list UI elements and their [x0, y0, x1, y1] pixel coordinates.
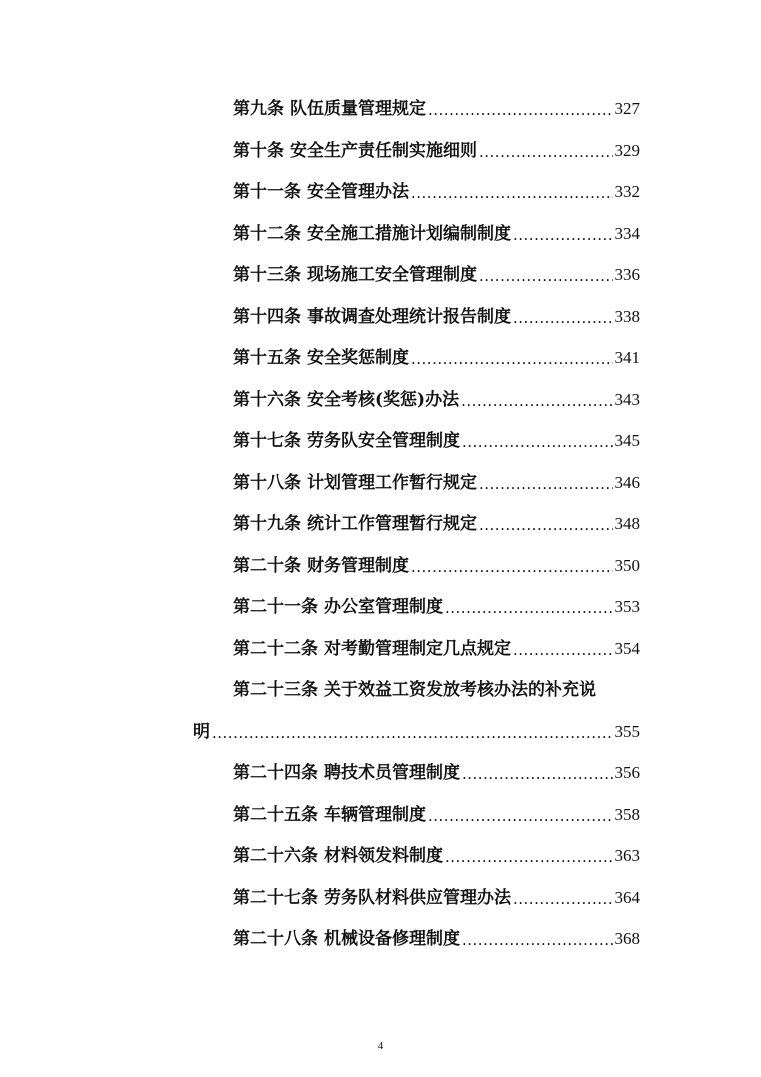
toc-entry-page: 358 — [614, 805, 640, 824]
dot-leader — [411, 345, 613, 371]
toc-entry-page: 364 — [614, 888, 640, 907]
toc-entry-page: 345 — [614, 431, 640, 450]
dot-leader — [513, 885, 613, 911]
toc-entry[interactable] — [233, 843, 640, 869]
toc-entry[interactable] — [233, 345, 640, 371]
toc-entry-page: 332 — [614, 182, 640, 201]
toc-entry-page: 346 — [614, 473, 640, 492]
toc-entry-number: 第十一条 — [233, 182, 301, 202]
toc-entry[interactable] — [233, 553, 640, 579]
dot-leader — [411, 179, 613, 205]
toc-entry[interactable] — [233, 96, 640, 122]
toc-entry-title: 统计工作管理暂行规定 — [307, 514, 477, 534]
toc-entry-number: 第二十八条 — [233, 929, 318, 949]
toc-entry-number: 第十二条 — [233, 224, 301, 244]
dot-leader — [462, 428, 613, 454]
toc-entry-wrapped-line2[interactable] — [193, 719, 640, 745]
toc-entry-number: 第二十二条 — [233, 639, 318, 659]
toc-entry-page: 336 — [614, 265, 640, 284]
toc-entry-title: 队伍质量管理规定 — [290, 99, 426, 119]
toc-entry-title: 劳务队材料供应管理办法 — [324, 888, 511, 908]
toc-entry[interactable] — [233, 179, 640, 205]
toc-entry-number: 第十七条 — [233, 431, 301, 451]
dot-leader — [428, 96, 613, 122]
toc-entry-title: 聘技术员管理制度 — [324, 763, 460, 783]
dot-leader — [479, 470, 613, 496]
toc-entry-number: 第十五条 — [233, 348, 301, 368]
toc-entry-title: 安全生产责任制实施细则 — [290, 141, 477, 161]
dot-leader — [212, 719, 613, 745]
toc-entry-title: 材料领发料制度 — [324, 846, 443, 866]
toc-entry-number: 第二十七条 — [233, 888, 318, 908]
dot-leader — [445, 843, 613, 869]
toc-entry-number: 第二十一条 — [233, 597, 318, 617]
toc-entry-title: 安全管理办法 — [307, 182, 409, 202]
toc-entry-title-continued: 明 — [193, 722, 210, 742]
toc-entry-number: 第十三条 — [233, 265, 301, 285]
dot-leader — [513, 636, 613, 662]
toc-entry-page: 338 — [614, 307, 640, 326]
toc-entry-title: 安全奖惩制度 — [307, 348, 409, 368]
toc-entry[interactable] — [233, 262, 640, 288]
toc-entry-number: 第十六条 — [233, 390, 301, 410]
toc-entry-title: 现场施工安全管理制度 — [307, 265, 477, 285]
toc-entry[interactable] — [233, 636, 640, 662]
toc-entry-page: 350 — [614, 556, 640, 575]
toc-entry-page: 363 — [614, 846, 640, 865]
dot-leader — [445, 594, 613, 620]
dot-leader — [479, 511, 613, 537]
toc-entry-page: 353 — [614, 597, 640, 616]
toc-entry-page: 329 — [614, 141, 640, 160]
toc-entry-number: 第十九条 — [233, 514, 301, 534]
toc-entry-title: 安全考核(奖惩)办法 — [307, 390, 460, 410]
page-number: 4 — [377, 1040, 384, 1052]
toc-entry-page: 355 — [614, 722, 640, 741]
toc-entry-title: 车辆管理制度 — [324, 805, 426, 825]
dot-leader — [513, 221, 613, 247]
toc-entry-page: 368 — [614, 929, 640, 948]
toc-entry-title: 事故调查处理统计报告制度 — [307, 307, 511, 327]
toc-entry-title: 对考勤管理制定几点规定 — [324, 639, 511, 659]
dot-leader — [462, 926, 613, 952]
toc-entry[interactable] — [233, 304, 640, 330]
dot-leader — [462, 760, 613, 786]
toc-entry[interactable] — [233, 926, 640, 952]
toc-entry-page: 334 — [614, 224, 640, 243]
toc-entry[interactable] — [233, 138, 640, 164]
toc-entry-number: 第十条 — [233, 141, 284, 161]
toc-entry-title: 财务管理制度 — [307, 556, 409, 576]
dot-leader — [411, 553, 613, 579]
dot-leader — [428, 802, 613, 828]
toc-entry-title: 安全施工措施计划编制制度 — [307, 224, 511, 244]
toc-entry-page: 354 — [614, 639, 640, 658]
toc-entry[interactable] — [233, 221, 640, 247]
dot-leader — [479, 262, 613, 288]
toc-entry[interactable] — [233, 760, 640, 786]
toc-entry[interactable] — [233, 387, 640, 413]
toc-entry[interactable] — [233, 802, 640, 828]
dot-leader — [513, 304, 613, 330]
toc-entry-number: 第十四条 — [233, 307, 301, 327]
toc-entry-number: 第九条 — [233, 99, 284, 119]
toc-entry-title: 劳务队安全管理制度 — [307, 431, 460, 451]
toc-entry-title: 关于效益工资发放考核办法的补充说 — [324, 680, 596, 700]
toc-entry-number: 第二十三条 — [233, 680, 318, 700]
toc-entry-page: 341 — [614, 348, 640, 367]
dot-leader — [461, 387, 612, 413]
toc-entry-title: 计划管理工作暂行规定 — [307, 473, 477, 493]
toc-entry-number: 第二十条 — [233, 556, 301, 576]
toc-entry[interactable] — [233, 470, 640, 496]
toc-entry[interactable] — [233, 885, 640, 911]
toc-entry-number: 第二十六条 — [233, 846, 318, 866]
toc-entry-title: 机械设备修理制度 — [324, 929, 460, 949]
toc-entry-number: 第二十五条 — [233, 805, 318, 825]
toc-entry[interactable] — [233, 428, 640, 454]
toc-entry-page: 348 — [614, 514, 640, 533]
toc-entry-page: 356 — [614, 763, 640, 782]
toc-entry[interactable] — [233, 594, 640, 620]
toc-entry-wrapped-line1[interactable] — [233, 677, 640, 703]
toc-entry-number: 第二十四条 — [233, 763, 318, 783]
toc-entry-page: 327 — [614, 99, 640, 118]
toc-entry[interactable] — [233, 511, 640, 537]
toc-entry-title: 办公室管理制度 — [324, 597, 443, 617]
toc-entry-number: 第十八条 — [233, 473, 301, 493]
dot-leader — [479, 138, 613, 164]
toc-entry-page: 343 — [614, 390, 640, 409]
